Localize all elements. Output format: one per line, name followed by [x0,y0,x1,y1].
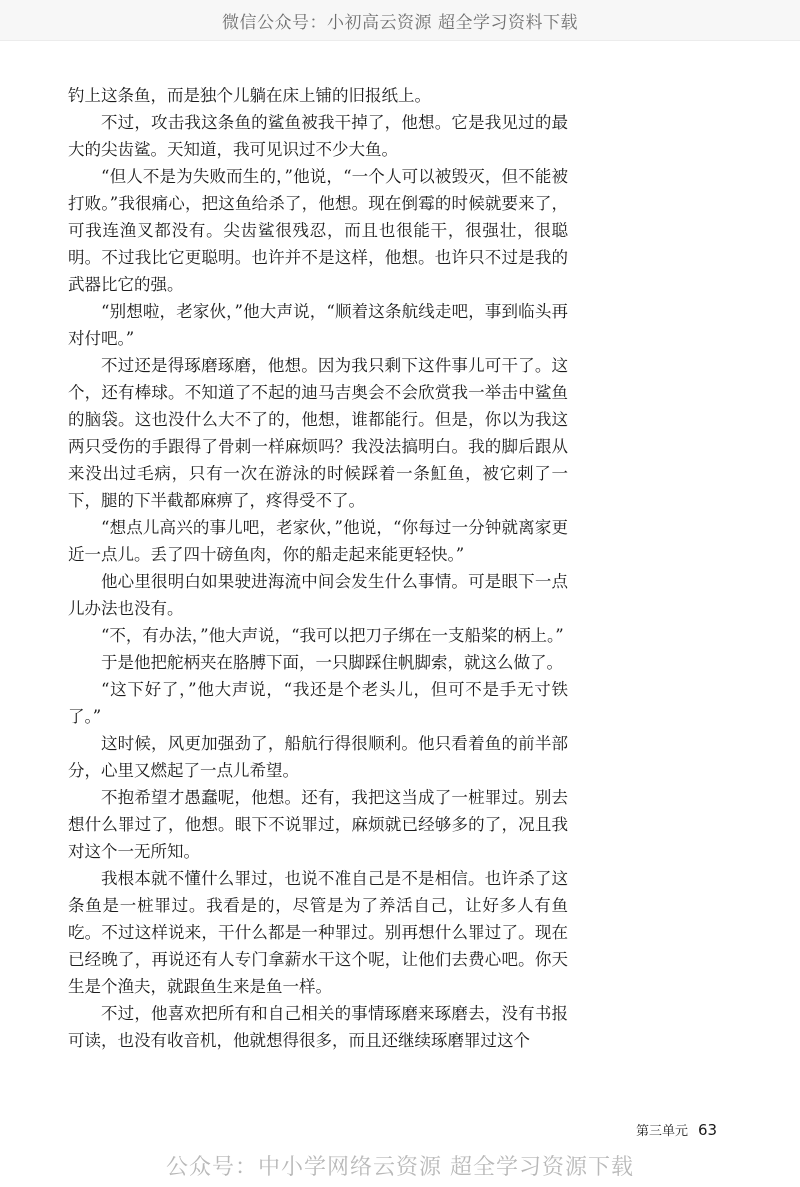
paragraph: 他心里很明白如果驶进海流中间会发生什么事情。可是眼下一点儿办法也没有。 [68,572,568,618]
page-number: 63 [698,1121,718,1139]
paragraph: “想点儿高兴的事儿吧，老家伙，”他说，“你每过一分钟就离家更近一点儿。丢了四十磅鱼肉，你的船走起来能更轻快。” [68,518,568,564]
paragraph: 不过，攻击我这条鱼的鲨鱼被我干掉了，他想。它是我见过的最大的尖齿鲨。天知道，我可见识过不少大鱼。 [68,113,568,159]
paragraph: 不过，他喜欢把所有和自己相关的事情琢磨来琢磨去，没有书报可读，也没有收音机，他就想得很多，而且还继续琢磨罪过这个 [68,1004,568,1050]
unit-label: 第三单元 [636,1124,689,1139]
paragraph: “但人不是为失败而生的，”他说，“一个人可以被毁灭，但不能被打败。”我很痛心，把这鱼给杀了，他想。现在倒霉的时候就要来了，可我连渔叉都没有。尖齿鲨很残忍，而且也很能干，很强壮，很聪明。不过我比它更聪明。也许并不是这样，他想。也许只不过是我的武器比它的强。 [68,167,568,294]
paragraph: “别想啦，老家伙，”他大声说，“顺着这条航线走吧，事到临头再对付吧。” [68,302,568,348]
paragraph: 不抱希望才愚蠢呢，他想。还有，我把这当成了一桩罪过。别去想什么罪过了，他想。眼下不说罪过，麻烦就已经够多的了，况且我对这个一无所知。 [68,788,568,861]
top-banner [0,0,800,41]
paragraph: “不，有办法，”他大声说，“我可以把刀子绑在一支船桨的柄上。” [101,626,564,645]
paragraph: 不过还是得琢磨琢磨，他想。因为我只剩下这件事儿可干了。这个，还有棒球。不知道了不起的迪马吉奥会不会欣赏我一举击中鲨鱼的脑袋。这也没什么大不了的，他想，谁都能行。但是，你以为我这两只受伤的手跟得了骨刺一样麻烦吗？我没法搞明白。我的脚后跟从来没出过毛病，只有一次在游泳的时候踩着一条魟鱼，被它刺了一下，腿的下半截都麻痹了，疼得受不了。 [68,356,568,510]
top-banner-text: 微信公众号：小初高云资源 超全学习资料下载 [222,12,578,33]
paragraph: “这下好了，”他大声说，“我还是个老头儿，但可不是手无寸铁了。” [68,680,568,726]
paragraph: 于是他把舵柄夹在胳膊下面，一只脚踩住帆脚索，就这么做了。 [101,653,563,672]
bottom-watermark [0,1150,800,1181]
page-body [68,82,568,1054]
paragraph: 这时候，风更加强劲了，船航行得很顺利。他只看着鱼的前半部分，心里又燃起了一点儿希望。 [68,734,568,780]
paragraph: 我根本就不懂什么罪过，也说不准自己是不是相信。也许杀了这条鱼是一桩罪过。我看是的，尽管是为了养活自己，让好多人有鱼吃。不过这样说来，干什么都是一种罪过。别再想什么罪过了。现在已经晚了，再说还有人专门拿薪水干这个呢，让他们去费心吧。你天生是个渔夫，就跟鱼生来是鱼一样。 [68,869,568,996]
page-footer [636,1120,717,1139]
watermark-text: 公众号：中小学网络云资源 超全学习资源下载 [166,1155,634,1180]
paragraph: 钓上这条鱼，而是独个儿躺在床上铺的旧报纸上。 [68,86,431,105]
